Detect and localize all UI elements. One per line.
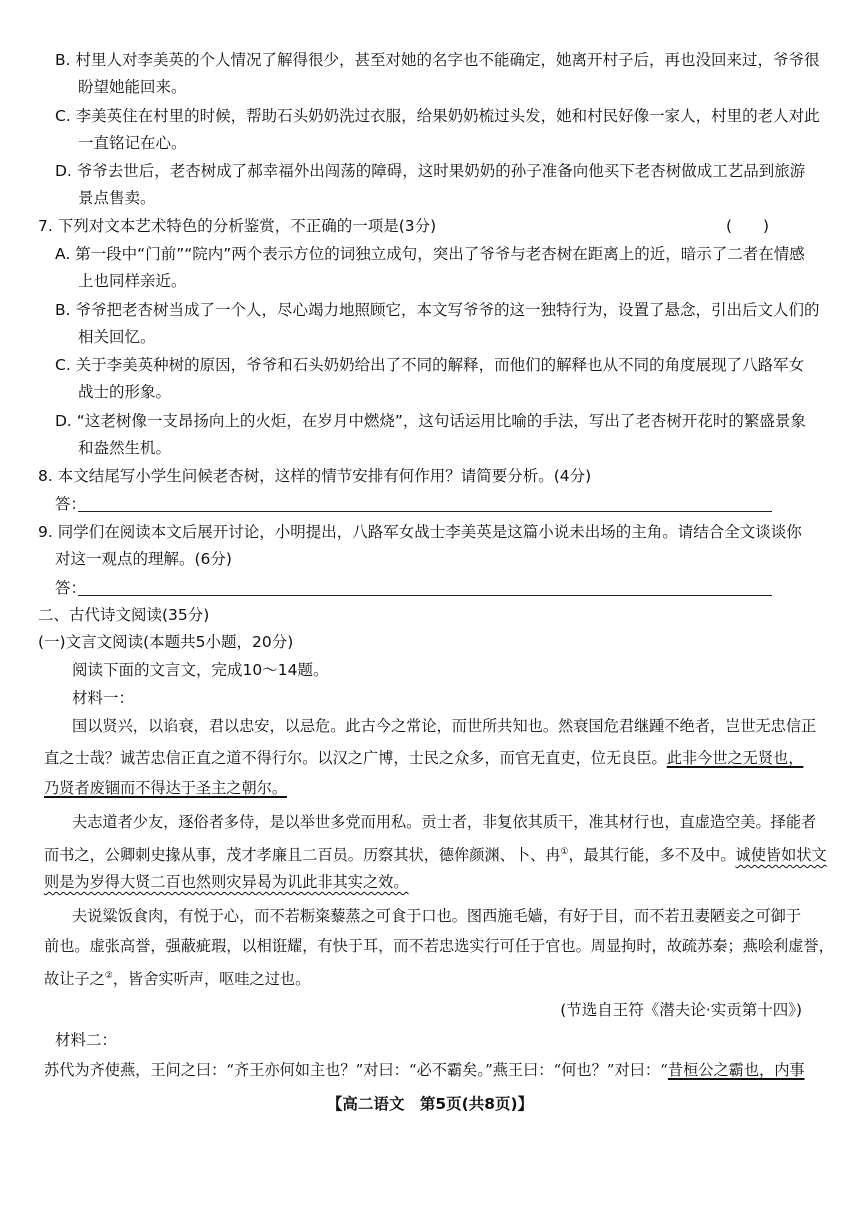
- footnote-2-marker: ②: [104, 971, 113, 981]
- reading-instruction: 阅读下面的文言文，完成10～14题。: [72, 661, 329, 679]
- wavy-underlined-sentence-b: 则是为岁得大贤二百也然则灾异曷为讥此非其实之效。: [44, 873, 409, 891]
- sub-section-heading: (一)文言文阅读(本题共5小题，20分): [38, 633, 294, 651]
- q7-stem: 7. 下列对文本艺术特色的分析鉴赏，不正确的一项是(3分): [38, 217, 437, 235]
- classical-text-p1-line3: [44, 778, 287, 798]
- q9-stem-line1: 9. 同学们在阅读本文后展开讨论，小明提出，八路军女战士李美英是这篇小说未出场的主角。请结合全文谈谈你: [38, 523, 802, 541]
- q7-option-a-line2: 上也同样亲近。: [78, 272, 187, 290]
- p3-line3-text-b: ，皆舍实听声，呕哇之过也。: [112, 970, 311, 989]
- q6-option-d-line1: D. 爷爷去世后，老杏树成了郝幸福外出闯荡的障碍，这时果奶奶的孙子准备向他买下老杏树做成工艺品到旅游: [55, 162, 806, 180]
- q8-stem: 8. 本文结尾写小学生问候老杏树，这样的情节安排有何作用？请简要分析。(4分): [38, 467, 592, 485]
- q9-answer-label: 答：: [55, 579, 87, 597]
- q7-option-b-line2: 相关回忆。: [78, 328, 156, 346]
- q7-option-c-line1: C. 关于李美英种树的原因，爷爷和石头奶奶给出了不同的解释，而他们的解释也从不同的角度展现了八路军女: [55, 356, 805, 374]
- p3-line3-text: 故让子之: [44, 970, 105, 989]
- underlined-sentence-1a: 此非今世之无贤也，: [666, 749, 804, 767]
- classical-text-p2-line1: 夫志道者少友，逐俗者多侍，是以举世多党而用私。贡士者，非复依其质干，准其材行也，直虚造空美。择能者: [72, 813, 817, 831]
- q9-stem-line2: 对这一观点的理解。(6分): [55, 550, 232, 568]
- q6-option-c-line2: 一直铭记在心。: [78, 134, 187, 152]
- q7-option-d-line2: 和盎然生机。: [78, 439, 172, 457]
- q7-option-c-line2: 战士的形象。: [78, 383, 172, 401]
- source-citation: (节选自王符《潜夫论·实贡第十四》): [560, 1001, 802, 1019]
- classical-text-p2-line3: [44, 872, 409, 892]
- q8-answer-line[interactable]: [78, 511, 772, 512]
- material2-label: 材料二：: [55, 1031, 118, 1049]
- classical-text-p3-line3: [44, 966, 310, 989]
- q7-answer-paren: ( ): [726, 217, 770, 235]
- classical-text-p3-line2: 前也。虚张高誉，强蔽疵瑕，以相诳耀，有快于耳，而不若忠选实行可任于官也。周显拘时，故疏苏秦；燕哙利虚誉，: [44, 937, 834, 955]
- q7-option-d-line1: D. “这老树像一支昂扬向上的火炬，在岁月中燃烧”，这句话运用比喻的手法，写出了老杏树开花时的繁盛景象: [55, 412, 806, 430]
- q7-option-a-line1: A. 第一段中“门前”“院内”两个表示方位的词独立成句，突出了爷爷与老杏树在距离上的近，暗示了二者在情感: [55, 245, 805, 263]
- q7-option-b-line1: B. 爷爷把老杏树当成了一个人，尽心竭力地照顾它，本文写爷爷的这一独特行为，设置了悬念，引出后文人们的: [55, 301, 820, 319]
- m2-line1-text: 苏代为齐使燕，王问之曰：“齐王亦何如主也？”对曰：“必不霸矣。”燕王曰：“何也？”对曰：“: [44, 1061, 668, 1079]
- material1-label: 材料一：: [72, 689, 135, 707]
- classical-text-p1-line1: 国以贤兴，以谄衰，君以忠安，以忌危。此古今之常论，而世所共知也。然衰国危君继踵不绝者，岂世无忠信正: [72, 717, 817, 735]
- classical-text-p3-line1: 夫说粱饭食肉，有悦于心，而不若粝粢藜蒸之可食于口也。图西施毛嫱，有好于目，而不若丑妻陋妾之可御于: [72, 907, 801, 925]
- section-heading: 二、古代诗文阅读(35分): [38, 606, 210, 624]
- p2-line2-text-b: ，最其行能，多不及中。: [568, 846, 736, 865]
- classical-text-p1-line2: [44, 748, 803, 768]
- wavy-underlined-sentence-a: 诚使皆如状文: [735, 846, 827, 865]
- underlined-sentence-2: 昔桓公之霸也，内事: [667, 1061, 805, 1079]
- underlined-sentence-1b: 乃贤者废锢而不得达于圣主之朝尔。: [44, 779, 287, 797]
- page-footer: 【高二语文 第5页(共8页)】: [326, 1095, 534, 1113]
- classical-text-p2-line2: [44, 842, 827, 865]
- q6-option-c-line1: C. 李美英住在村里的时候，帮助石头奶奶洗过衣服，给果奶奶梳过头发，她和村民好像一家人，村里的老人对此: [55, 107, 820, 125]
- q6-option-b-line1: B. 村里人对李美英的个人情况了解得很少，甚至对她的名字也不能确定，她离开村子后，再也没回来过，爷爷很: [55, 51, 820, 69]
- q8-answer-label: 答：: [55, 495, 87, 513]
- q6-option-d-line2: 景点售卖。: [78, 189, 156, 207]
- q9-answer-line[interactable]: [78, 595, 772, 596]
- p1-line2-text: 直之士哉？诚苦忠信正直之道不得行尔。以汉之广博，士民之众多，而官无直吏，位无良臣。: [44, 749, 667, 767]
- p2-line2-text: 而书之，公卿刺史掾从事，茂才孝廉且二百员。历察其状，德侔颜渊、卜、冉: [44, 846, 561, 865]
- q6-option-b-line2: 盼望她能回来。: [78, 78, 187, 96]
- material2-line1: [44, 1060, 805, 1080]
- footnote-1-marker: ①: [560, 847, 569, 857]
